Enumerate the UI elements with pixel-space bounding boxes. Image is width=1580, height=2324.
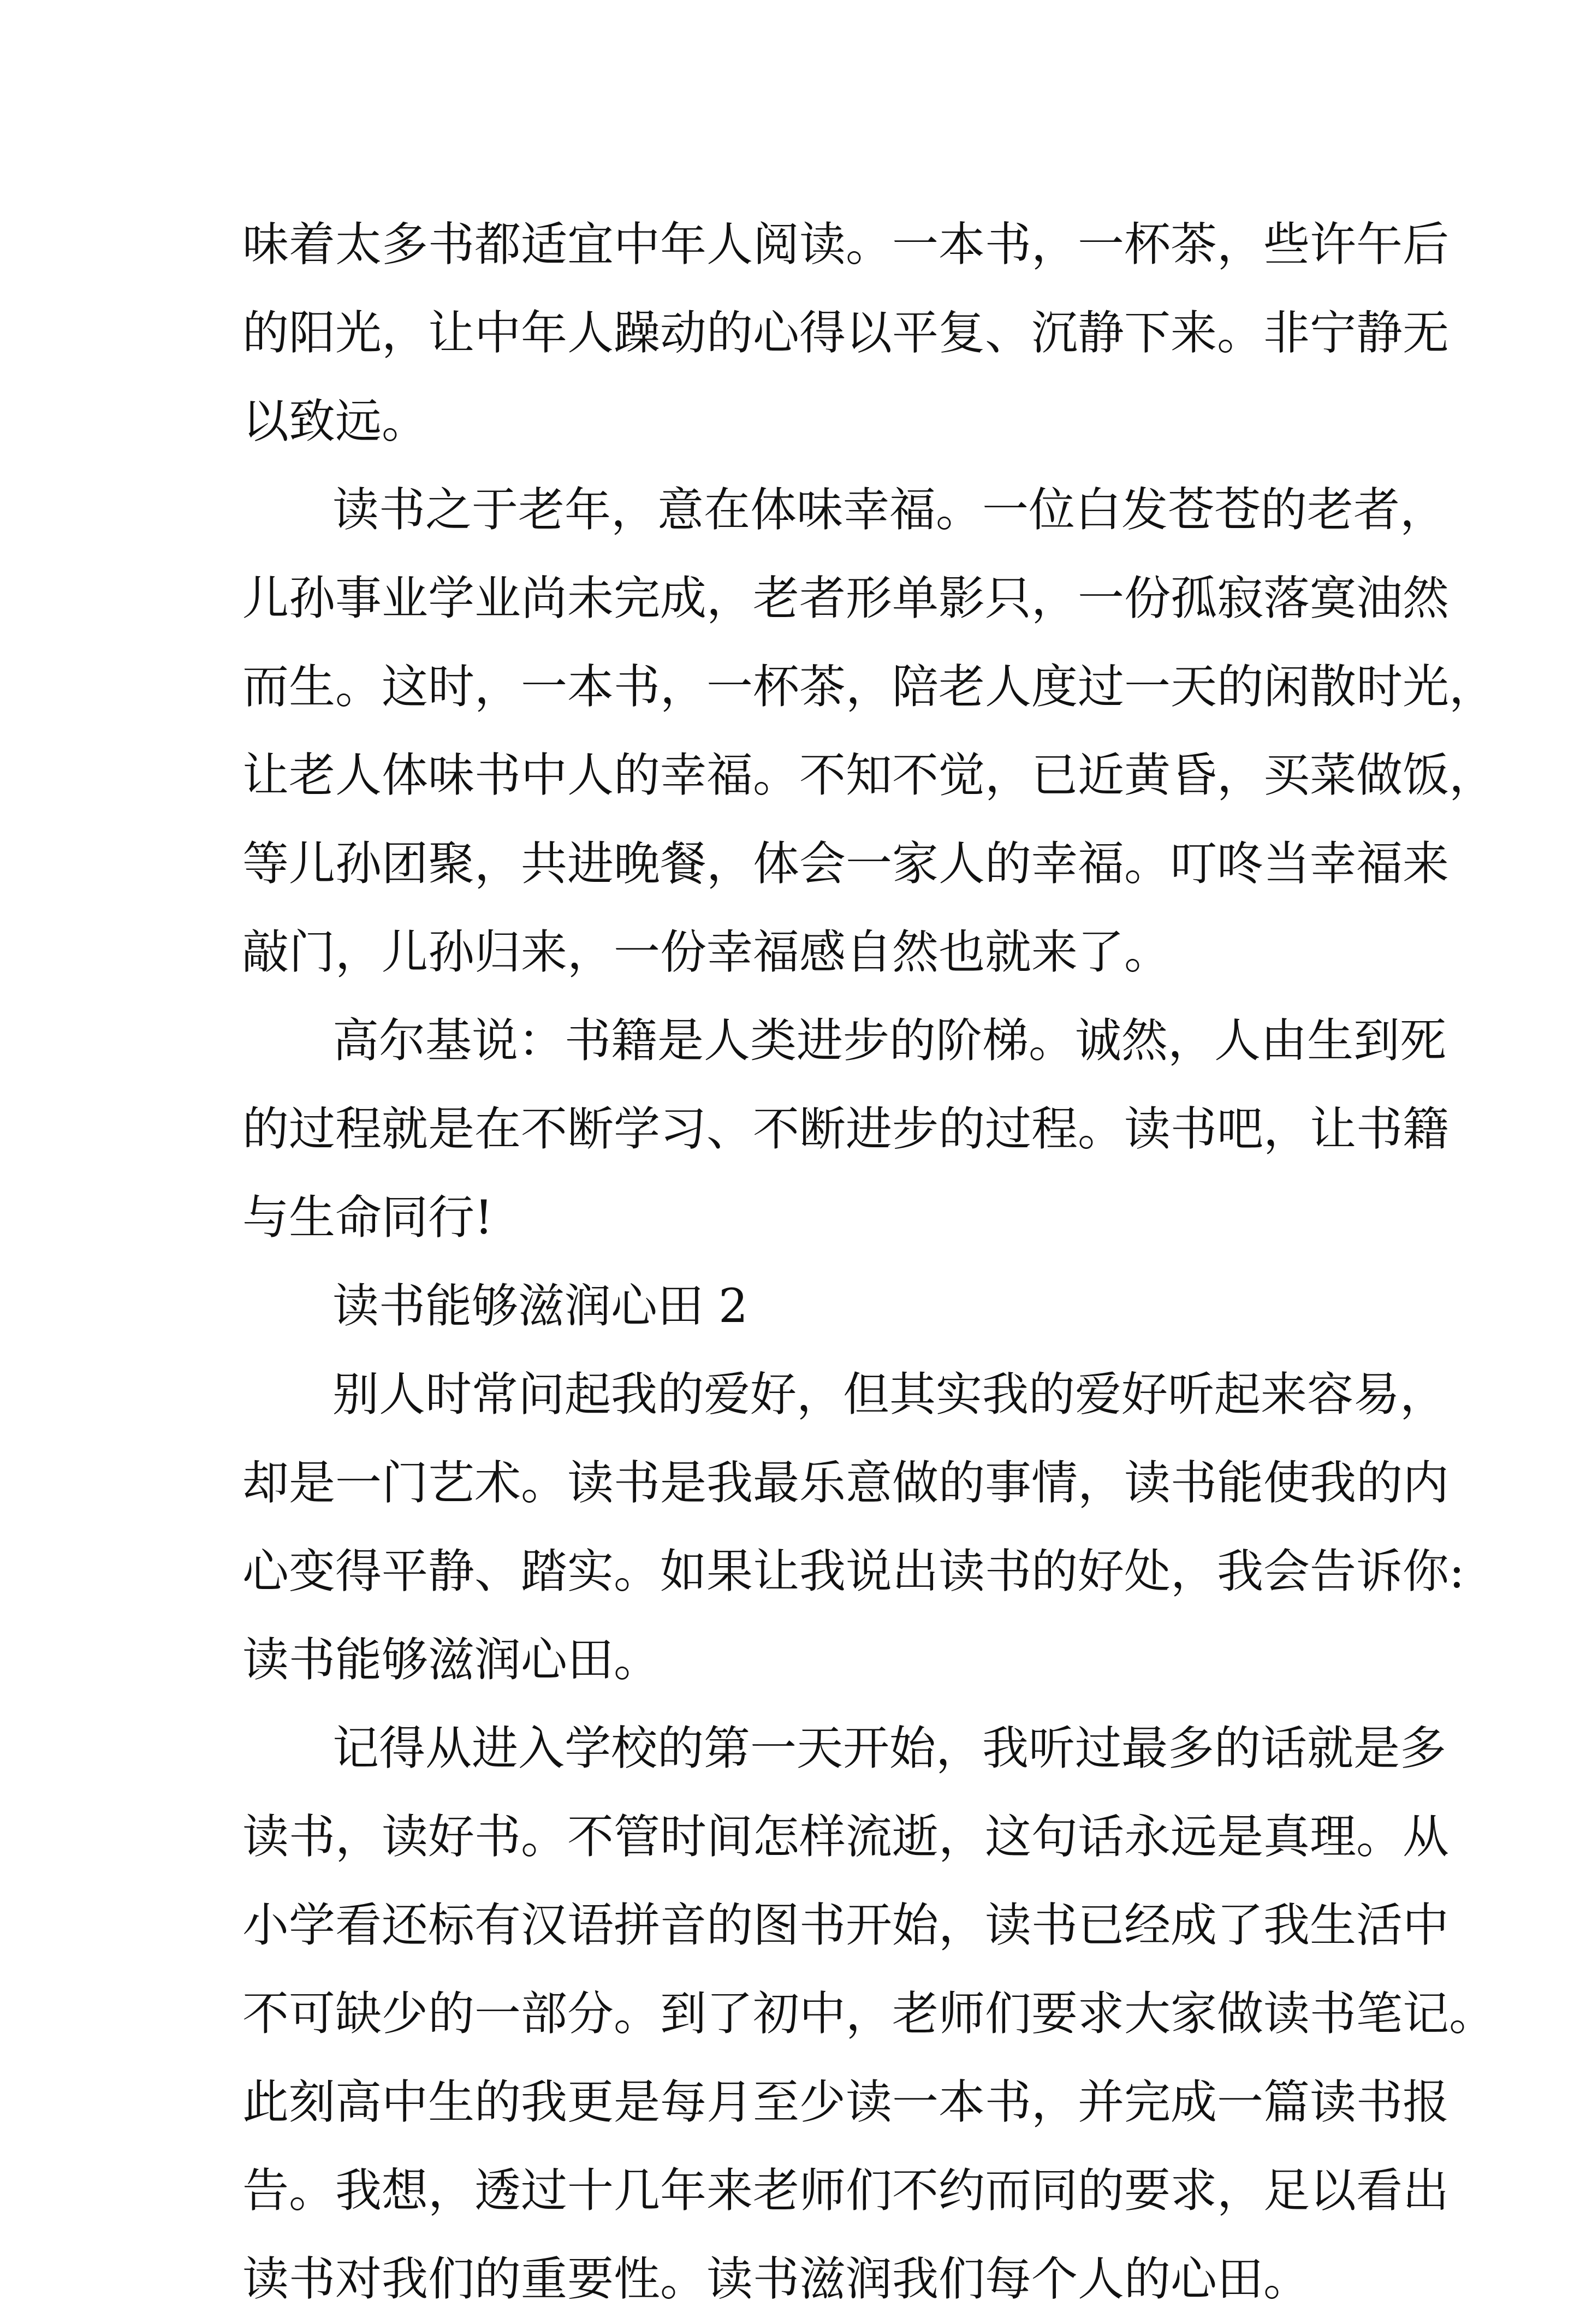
text-line-9: 敲门，儿孙归来，一份幸福感自然也就来了。 xyxy=(242,926,1171,980)
document-body xyxy=(242,201,1496,2324)
text-line-4: 读书之于老年，意在体味幸福。一位白发苍苍的老者， xyxy=(332,483,1447,537)
text-line-24: 读书对我们的重要性。读书滋润我们每个人的心田。 xyxy=(242,2252,1310,2307)
text-line-19: 读书，读好书。不管时间怎样流逝，这句话永远是真理。从 xyxy=(242,1810,1450,1864)
text-line-5: 儿孙事业学业尚未完成，老者形单影只，一份孤寂落寞油然 xyxy=(242,572,1450,626)
text-line-20: 小学看还标有汉语拼音的图书开始，读书已经成了我生活中 xyxy=(242,1899,1450,1953)
text-line-12: 与生命同行! xyxy=(242,1191,494,1245)
text-line-2: 的阳光，让中年人躁动的心得以平复、沉静下来。非宁静无 xyxy=(242,306,1450,360)
text-line-15: 却是一门艺术。读书是我最乐意做的事情，读书能使我的内 xyxy=(242,1456,1450,1510)
text-line-22: 此刻高中生的我更是每月至少读一本书，并完成一篇读书报 xyxy=(242,2076,1450,2130)
text-line-3: 以致远。 xyxy=(242,395,429,449)
text-line-11: 的过程就是在不断学习、不断进步的过程。读书吧，让书籍 xyxy=(242,1102,1450,1157)
text-line-7: 让老人体味书中人的幸福。不知不觉，已近黄昏，买菜做饭， xyxy=(242,749,1496,803)
text-line-8: 等儿孙团聚，共进晚餐，体会一家人的幸福。叮咚当幸福来 xyxy=(242,837,1450,891)
text-line-6: 而生。这时，一本书，一杯茶，陪老人度过一天的闲散时光， xyxy=(242,660,1496,714)
text-line-18: 记得从进入学校的第一天开始，我听过最多的话就是多 xyxy=(332,1722,1447,1776)
text-line-17: 读书能够滋润心田。 xyxy=(242,1633,661,1687)
text-line-16: 心变得平静、踏实。如果让我说出读书的好处，我会告诉你: xyxy=(242,1545,1465,1599)
text-line-1: 味着太多书都适宜中年人阅读。一本书，一杯茶，些许午后 xyxy=(242,218,1450,272)
text-line-10: 高尔基说：书籍是人类进步的阶梯。诚然，人由生到死 xyxy=(332,1014,1447,1068)
text-line-21: 不可缺少的一部分。到了初中，老师们要求大家做读书笔记。 xyxy=(242,1987,1496,2041)
text-line-14: 别人时常问起我的爱好，但其实我的爱好听起来容易， xyxy=(332,1368,1447,1422)
section-heading: 读书能够滋润心田 2 xyxy=(332,1279,749,1333)
text-line-23: 告。我想，透过十几年来老师们不约而同的要求，足以看出 xyxy=(242,2164,1450,2218)
